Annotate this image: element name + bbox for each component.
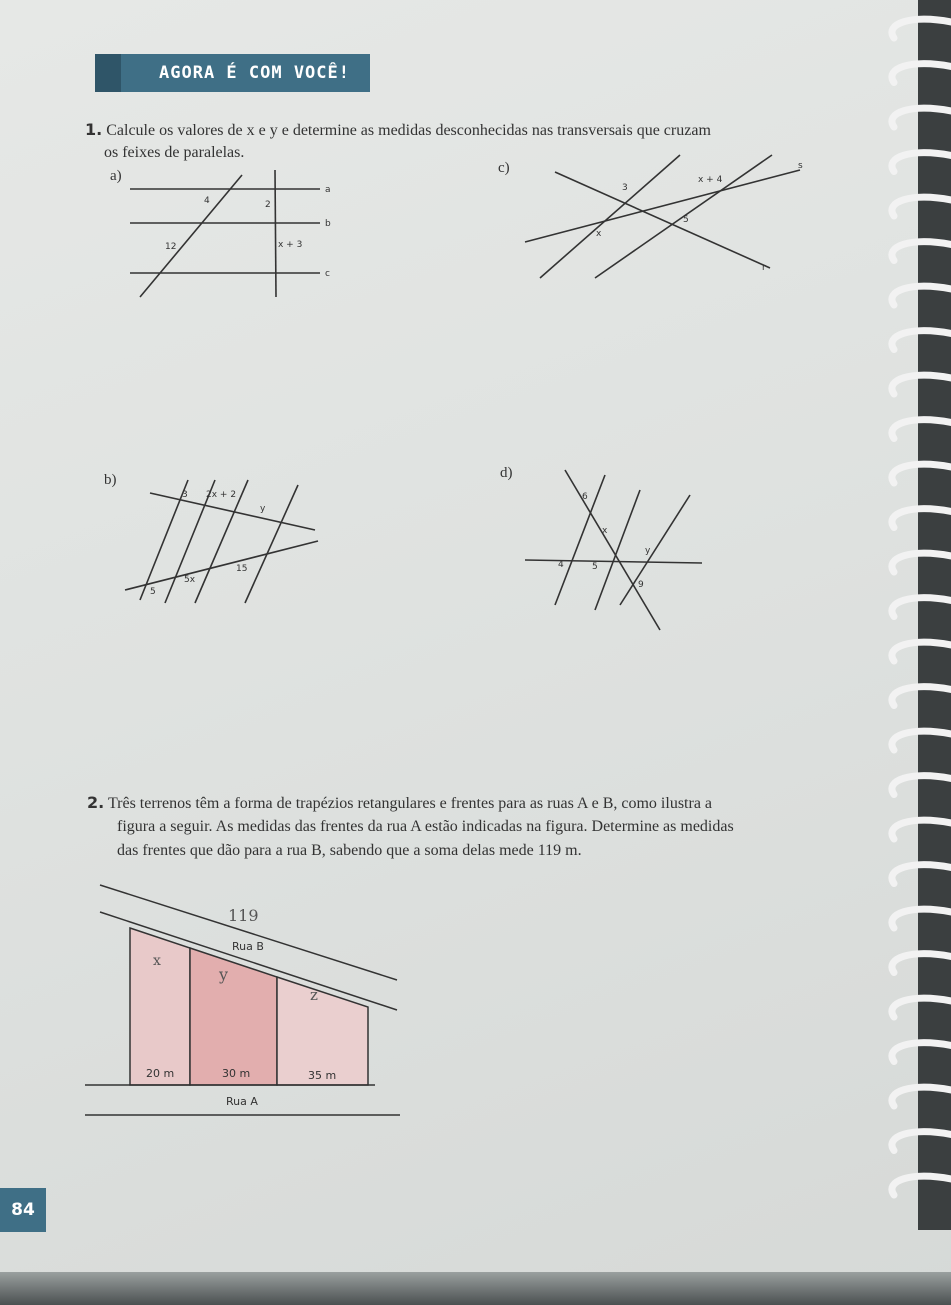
- front-a-label: 20 m: [146, 1067, 175, 1080]
- figure-c-label: c): [498, 160, 510, 176]
- figure-d: [520, 465, 710, 635]
- banner-title: AGORA É COM VOCÊ!: [159, 63, 350, 83]
- segment-label: x: [602, 526, 608, 536]
- handwritten-sum: 119: [228, 906, 259, 925]
- segment-label: x + 3: [278, 240, 303, 250]
- segment-label: y: [645, 546, 651, 556]
- line-a-label: a: [325, 185, 331, 195]
- segment-label: 15: [236, 564, 248, 574]
- segment-label: 5: [592, 562, 598, 572]
- question-2-number: 2.: [87, 793, 105, 812]
- question-2: [87, 791, 907, 815]
- line-r-label: r: [762, 263, 766, 273]
- line-c-label: c: [325, 269, 330, 279]
- figure-c: [520, 150, 820, 285]
- page-bottom-edge: [0, 1272, 951, 1305]
- spiral-binding: [856, 0, 951, 1230]
- handwritten-z: z: [310, 986, 318, 1004]
- question-1-number: 1.: [85, 120, 103, 139]
- segment-label: 2x + 2: [206, 490, 237, 500]
- figure-b: [120, 475, 330, 615]
- handwritten-y: y: [219, 965, 229, 984]
- segment-label: 5: [683, 215, 689, 225]
- segment-label: 2: [265, 200, 271, 210]
- figure-a: [120, 165, 350, 305]
- question-1: [85, 118, 855, 142]
- question-2-line-1: Três terrenos têm a forma de trapézios retangulares e frentes para as ruas A e B, como ilustra a: [107, 795, 713, 812]
- front-a-label: 35 m: [308, 1069, 337, 1082]
- street-b-label: Rua B: [232, 940, 264, 953]
- segment-label: 6: [582, 492, 588, 502]
- question-1-line-1: Calcule os valores de x e y e determine as medidas desconhecidas nas transversais que cruzam: [106, 122, 711, 139]
- line-s-label: s: [798, 161, 803, 171]
- question-1-line-2: os feixes de paralelas.: [104, 144, 245, 161]
- figure-b-label: b): [104, 472, 117, 488]
- segment-label: 12: [165, 242, 177, 252]
- lot-x: [130, 928, 190, 1085]
- question-2-line-3: das frentes que dão para a rua B, sabendo que a soma delas mede 119 m.: [117, 842, 582, 859]
- front-a-label: 30 m: [222, 1067, 251, 1080]
- lot-y: [190, 948, 277, 1085]
- segment-label: 3: [182, 490, 188, 500]
- figure-a-label: a): [110, 168, 122, 184]
- question-2-line-2: figura a seguir. As medidas das frentes da rua A estão indicadas na figura. Determine as medidas: [117, 818, 734, 835]
- segment-label: 5x: [184, 575, 196, 585]
- segment-label: 4: [558, 560, 564, 570]
- segment-label: 4: [204, 196, 210, 206]
- segment-label: x: [596, 229, 602, 239]
- handwritten-x: x: [153, 953, 161, 969]
- lots-figure: [85, 880, 405, 1120]
- segment-label: 9: [638, 580, 644, 590]
- segment-label: y: [260, 504, 266, 514]
- line-b-label: b: [325, 219, 331, 229]
- segment-label: 3: [622, 183, 628, 193]
- segment-label: 5: [150, 587, 156, 597]
- segment-label: x + 4: [698, 175, 723, 185]
- figure-d-label: d): [500, 465, 513, 481]
- page-number: 84: [0, 1188, 46, 1232]
- street-a-label: Rua A: [226, 1095, 258, 1108]
- section-banner: [95, 54, 370, 92]
